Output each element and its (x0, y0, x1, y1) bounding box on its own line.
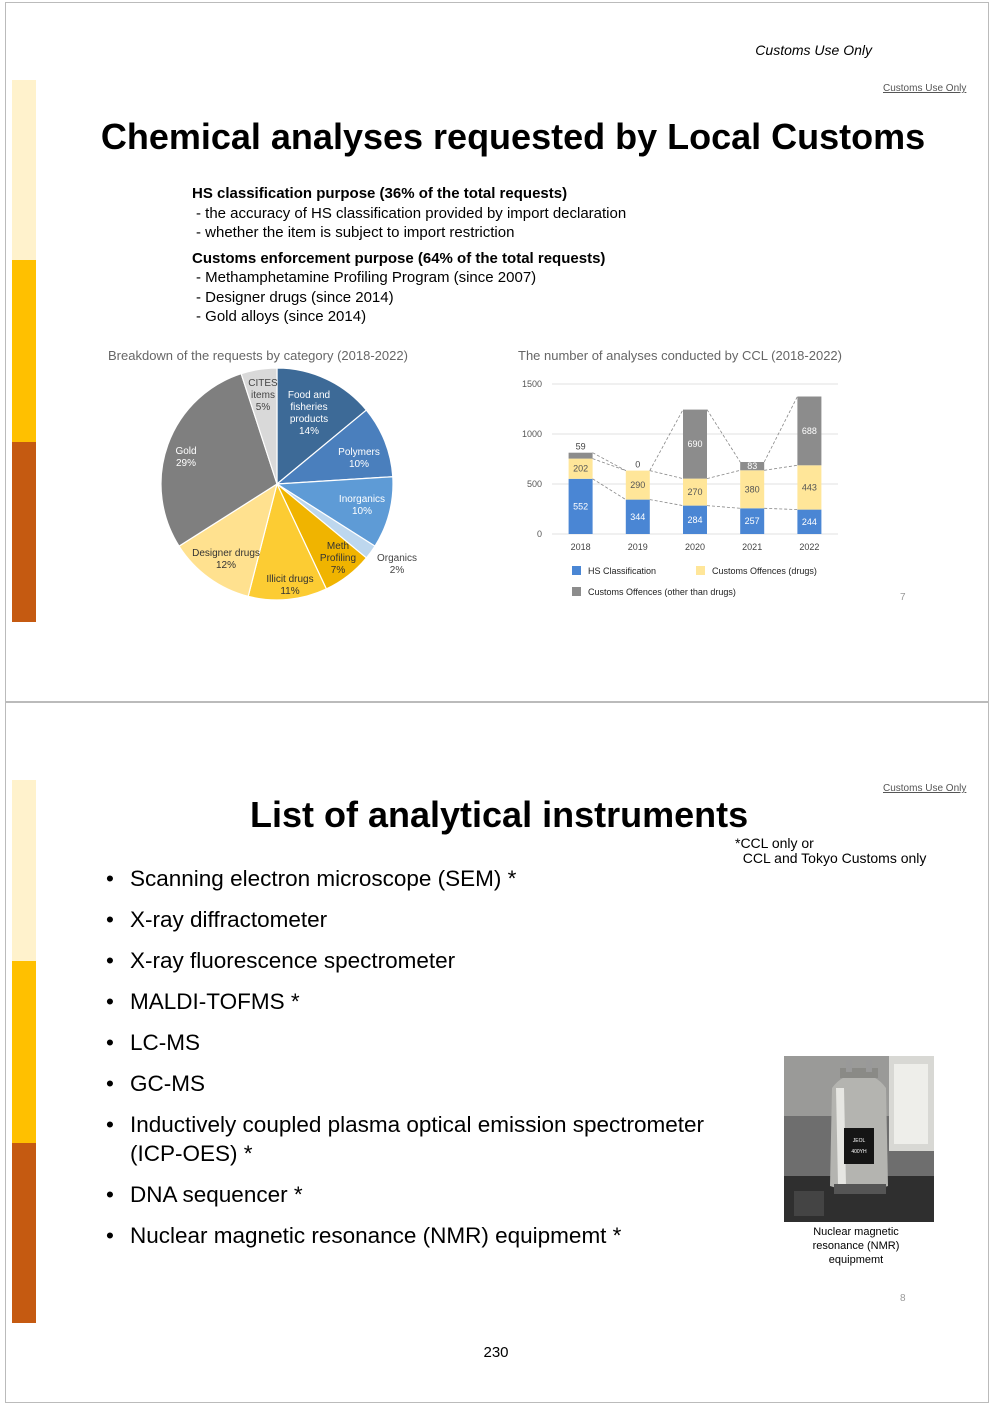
series-connector-line (707, 410, 740, 462)
instrument-label: LC-MS (130, 1030, 201, 1055)
pie-value-label: 14% (298, 426, 320, 437)
pie-label: Polymers (338, 447, 380, 458)
enforcement-item-3: - Gold alloys (since 2014) (196, 308, 367, 325)
y-tick-label: 500 (526, 479, 542, 489)
series-connector-line (593, 479, 626, 500)
hs-item-1: - the accuracy of HS classification provided by import declaration (196, 204, 627, 222)
series-connector-line (764, 508, 797, 509)
instrument-footnote (735, 836, 926, 866)
bar-chart-title: The number of analyses conducted by CCL (2018-2022) (518, 348, 842, 363)
instrument-label: MALDI-TOFMS * (130, 989, 300, 1014)
pie-label: Food and (287, 390, 331, 401)
legend-label: Customs Offences (drugs) (712, 566, 817, 576)
bar-data-label: 690 (687, 439, 703, 450)
series-connector-line (707, 470, 740, 478)
pie-value-label: 2% (389, 565, 405, 576)
pie-label-line: Profiling (319, 553, 357, 564)
enforcement-heading: Customs enforcement purpose (64% of the total requests) (192, 249, 606, 267)
hs-item-2: - whether the item is subject to import restriction (196, 224, 515, 241)
footnote-line-2: CCL and Tokyo Customs only (735, 850, 927, 866)
instrument-label: X-ray diffractometer (130, 907, 328, 932)
series-connector-line (650, 410, 683, 471)
instrument-label: GC-MS (130, 1071, 205, 1096)
x-tick-label: 2021 (742, 542, 763, 552)
instrument-label: X-ray fluorescence spectrometer (130, 948, 456, 973)
bullet-marker: • (106, 907, 114, 932)
series-connector-line (764, 397, 797, 463)
slide-2-stripe-top (12, 780, 36, 961)
enforcement-item-1: - Methamphetamine Profiling Program (since 2007) (196, 269, 537, 286)
footnote-line-1: *CCL only or (735, 835, 814, 851)
x-tick-label: 2020 (684, 542, 706, 552)
bullet-marker: • (106, 1182, 114, 1207)
slide-1-page-number: 7 (900, 592, 906, 603)
bar-segment (569, 453, 593, 459)
hs-heading: HS classification purpose (36% of the total requests) (192, 185, 568, 202)
bar-data-label: 59 (575, 441, 586, 452)
series-connector-line (707, 506, 740, 509)
pie-label: Organics (376, 553, 418, 564)
legend-swatch (572, 587, 581, 596)
instrument-label: DNA sequencer * (130, 1182, 303, 1207)
photo-brand-label: JEOL (852, 1138, 866, 1144)
bar-data-label: 290 (630, 480, 646, 491)
slide-1-intro (192, 184, 626, 327)
series-connector-line (764, 465, 797, 470)
pie-label: CITES (248, 378, 278, 389)
bar-data-label: 344 (630, 511, 646, 522)
bar-data-label: 244 (801, 516, 817, 527)
slide-1-title: Chemical analyses requested by Local Customs (100, 116, 926, 157)
photo-model-label: 400YH (851, 1149, 867, 1155)
bar-data-label: 0 (635, 459, 641, 470)
pie-chart-title: Breakdown of the requests by category (2018-2022) (108, 348, 408, 363)
bullet-marker: • (106, 1223, 114, 1248)
legend-label: Customs Offences (other than drugs) (588, 587, 736, 597)
legend-label: HS Classification (588, 566, 657, 576)
slide-2-stripe-mid (12, 961, 36, 1143)
y-tick-label: 1000 (521, 429, 542, 439)
legend-swatch (572, 566, 581, 575)
slide-2-title: List of analytical instruments (250, 794, 749, 835)
list-item (106, 905, 760, 934)
pie-value-label: 29% (175, 458, 197, 469)
bullet-marker: • (106, 1030, 114, 1055)
slide-1-stripe-bottom (12, 442, 36, 622)
stacked-bar-chart (510, 372, 860, 604)
x-tick-label: 2019 (627, 542, 648, 552)
pie-label: Gold (175, 446, 197, 457)
pie-value-label: 12% (215, 560, 237, 571)
pie-label: Meth (326, 541, 350, 552)
list-item (106, 1221, 760, 1250)
pie-chart (150, 366, 420, 616)
instrument-list (106, 864, 760, 1262)
series-connector-line (593, 453, 626, 471)
bar-data-label: 202 (573, 463, 589, 474)
bar-data-label: 380 (744, 484, 760, 495)
y-tick-label: 1500 (521, 379, 542, 389)
slide-2-page-number: 8 (900, 1293, 906, 1304)
bullet-marker: • (106, 1071, 114, 1096)
pie-value-label: 7% (330, 565, 346, 576)
y-tick-label: 0 (536, 529, 542, 539)
list-item (106, 1069, 760, 1098)
slide-1-stripe-mid (12, 260, 36, 442)
list-item (106, 1028, 760, 1057)
series-connector-line (650, 500, 683, 506)
bar-data-label: 284 (687, 514, 703, 525)
series-connector-line (593, 459, 626, 471)
list-item (106, 1180, 760, 1209)
slide-1-stripe-top (12, 80, 36, 260)
pie-value-label: 5% (255, 402, 271, 413)
pie-label-line: items (251, 390, 275, 401)
nmr-photo-caption: Nuclear magnetic resonance (NMR) equipmemt (812, 1226, 900, 1266)
bullet-marker: • (106, 948, 114, 973)
pie-label-line: fisheries (290, 402, 328, 413)
pie-label: Illicit drugs (266, 574, 314, 585)
instrument-label: Scanning electron microscope (SEM) * (130, 866, 517, 891)
pie-label: Inorganics (338, 494, 386, 505)
pie-value-label: 10% (348, 459, 370, 470)
enforcement-item-2: - Designer drugs (since 2014) (196, 288, 394, 306)
list-item (106, 946, 760, 975)
list-item (106, 1110, 760, 1168)
bar-data-label: 257 (744, 516, 760, 527)
list-item (106, 987, 760, 1016)
slide-1-confidential-label: Customs Use Only (883, 83, 967, 94)
x-tick-label: 2022 (799, 542, 820, 552)
instrument-label: Nuclear magnetic resonance (NMR) equipmemt * (130, 1223, 622, 1248)
bar-data-label: 443 (801, 482, 817, 493)
x-tick-label: 2018 (570, 542, 591, 552)
pie-value-label: 11% (280, 586, 300, 597)
instrument-label: Inductively coupled plasma optical emission spectrometer (ICP-OES) * (130, 1112, 705, 1166)
series-connector-line (650, 471, 683, 479)
bullet-marker: • (106, 1112, 114, 1137)
pie-label: Designer drugs (192, 548, 260, 559)
bar-data-label: 83 (747, 461, 758, 472)
header-tag: Customs Use Only (755, 42, 872, 58)
nmr-equipment-photo (784, 1056, 934, 1222)
list-item (106, 864, 760, 893)
bullet-marker: • (106, 866, 114, 891)
bar-data-label: 688 (801, 425, 817, 436)
document-page-number: 230 (483, 1344, 509, 1361)
pie-value-label: 10% (351, 506, 373, 517)
slide-2-stripe-bottom (12, 1143, 36, 1323)
pie-label-line: products (289, 414, 329, 425)
bullet-marker: • (106, 989, 114, 1014)
legend-swatch (696, 566, 705, 575)
bar-data-label: 552 (573, 501, 589, 512)
slide-2-confidential-label: Customs Use Only (883, 783, 967, 794)
bar-data-label: 270 (687, 487, 703, 498)
